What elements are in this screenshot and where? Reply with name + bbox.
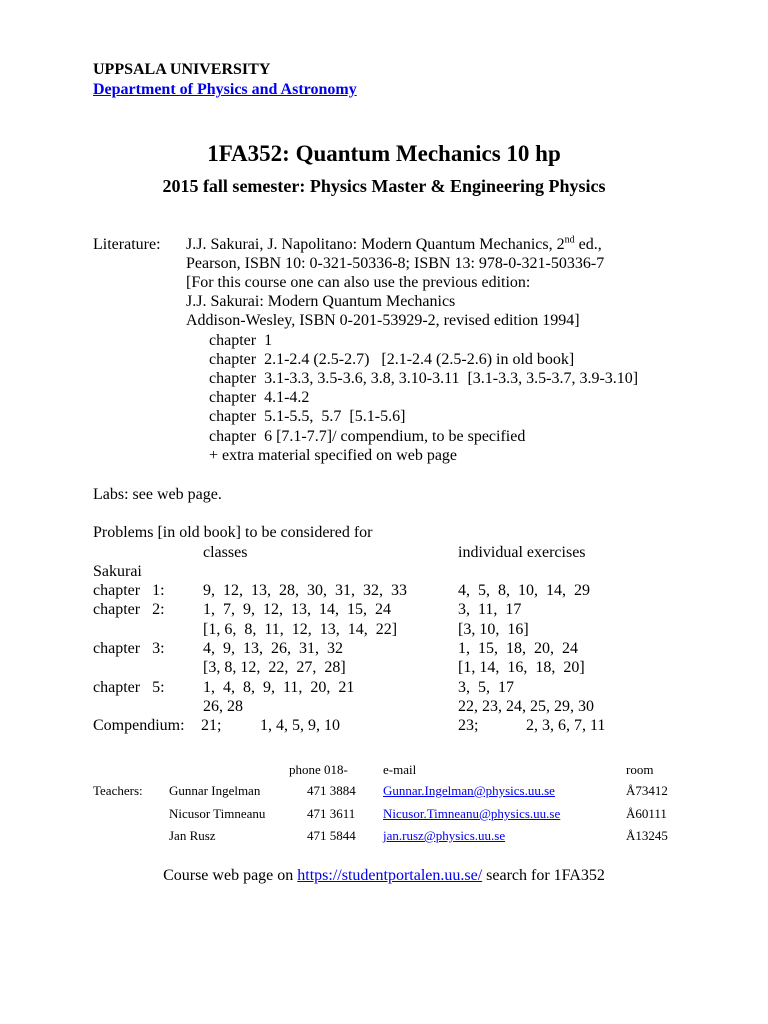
column-header-phone: phone 018- (289, 762, 348, 777)
teacher-room: Å13245 (626, 828, 668, 843)
literature-line-1: J.J. Sakurai, J. Napolitano: Modern Quantum Mechanics, 2nd ed., (186, 234, 602, 253)
teacher-phone: 471 3884 (307, 783, 356, 798)
compendium-individual-a: 23; (458, 717, 479, 734)
problems-intro: Problems [in old book] to be considered for (93, 524, 373, 541)
problems-source: Sakurai (93, 563, 142, 580)
problem-row-individual: 3, 11, 17 (458, 601, 522, 618)
compendium-classes-b: 1, 4, 5, 9, 10 (260, 717, 340, 734)
teacher-room: Å60111 (626, 806, 667, 821)
problem-row-classes: 1, 7, 9, 12, 13, 14, 15, 24 (203, 601, 391, 618)
teacher-name: Nicusor Timneanu (169, 806, 266, 821)
column-header-individual: individual exercises (458, 544, 586, 561)
department-link[interactable]: Department of Physics and Astronomy (93, 81, 357, 98)
problem-row-label: chapter 2: (93, 601, 165, 618)
literature-label: Literature: (93, 236, 161, 253)
problem-row-classes: 1, 4, 8, 9, 11, 20, 21 (203, 679, 355, 696)
teacher-email-link[interactable]: Nicusor.Timneanu@physics.uu.se (383, 806, 561, 821)
course-web-page-note: Course web page on https://studentportalen.uu.se/ search for 1FA352 (163, 867, 605, 884)
chapter-line: chapter 4.1-4.2 (209, 389, 310, 406)
problem-row-label: chapter 5: (93, 679, 165, 696)
problem-row-classes: 26, 28 (203, 698, 243, 715)
chapter-line: chapter 1 (209, 332, 273, 349)
compendium-classes-a: 21; (201, 717, 222, 734)
teacher-room: Å73412 (626, 783, 668, 798)
problem-row-label: chapter 1: (93, 582, 165, 599)
problem-row-classes: [1, 6, 8, 11, 12, 13, 14, 22] (203, 621, 398, 638)
problem-row-individual: 4, 5, 8, 10, 14, 29 (458, 582, 590, 599)
problem-row-individual: 1, 15, 18, 20, 24 (458, 640, 578, 657)
teacher-phone: 471 5844 (307, 828, 356, 843)
course-title: 1FA352: Quantum Mechanics 10 hp (207, 141, 561, 166)
chapter-line: chapter 3.1-3.3, 3.5-3.6, 3.8, 3.10-3.11 [3.1-3.3, 3.5-3.7, 3.9-3.10] (209, 370, 639, 387)
teacher-phone: 471 3611 (307, 806, 356, 821)
problem-row-classes: 9, 12, 13, 28, 30, 31, 32, 33 (203, 582, 407, 599)
chapter-line: chapter 2.1-2.4 (2.5-2.7) [2.1-2.4 (2.5-2.6) in old book] (209, 351, 575, 368)
literature-line: Pearson, ISBN 10: 0-321-50336-8; ISBN 13: 978-0-321-50336-7 (186, 255, 605, 272)
course-web-page-link[interactable]: https://studentportalen.uu.se/ (297, 867, 483, 884)
teachers-label: Teachers: (93, 783, 143, 798)
problem-row-classes: 4, 9, 13, 26, 31, 32 (203, 640, 343, 657)
literature-line: Addison-Wesley, ISBN 0-201-53929-2, revised edition 1994] (186, 312, 580, 329)
compendium-individual-b: 2, 3, 6, 7, 11 (526, 717, 606, 734)
problem-row-individual: [3, 10, 16] (458, 621, 529, 638)
chapter-line: + extra material specified on web page (209, 447, 458, 464)
chapter-line: chapter 6 [7.1-7.7]/ compendium, to be specified (209, 428, 526, 445)
problem-row-individual: 22, 23, 24, 25, 29, 30 (458, 698, 594, 715)
university-name: UPPSALA UNIVERSITY (93, 61, 271, 78)
course-subtitle: 2015 fall semester: Physics Master & Engineering Physics (162, 176, 606, 196)
compendium-label: Compendium: (93, 717, 185, 734)
literature-line: [For this course one can also use the previous edition: (186, 274, 531, 291)
teacher-name: Gunnar Ingelman (169, 783, 261, 798)
column-header-room: room (626, 762, 654, 777)
literature-line: J.J. Sakurai: Modern Quantum Mechanics (186, 293, 456, 310)
problem-row-label: chapter 3: (93, 640, 165, 657)
teacher-email-link[interactable]: Gunnar.Ingelman@physics.uu.se (383, 783, 555, 798)
teacher-name: Jan Rusz (169, 828, 216, 843)
column-header-email: e-mail (383, 762, 417, 777)
problem-row-classes: [3, 8, 12, 22, 27, 28] (203, 659, 346, 676)
problem-row-individual: 3, 5, 17 (458, 679, 514, 696)
chapter-line: chapter 5.1-5.5, 5.7 [5.1-5.6] (209, 408, 406, 425)
teacher-email-link[interactable]: jan.rusz@physics.uu.se (383, 828, 506, 843)
problem-row-individual: [1, 14, 16, 18, 20] (458, 659, 585, 676)
labs-note: Labs: see web page. (93, 486, 222, 503)
column-header-classes: classes (203, 544, 248, 561)
